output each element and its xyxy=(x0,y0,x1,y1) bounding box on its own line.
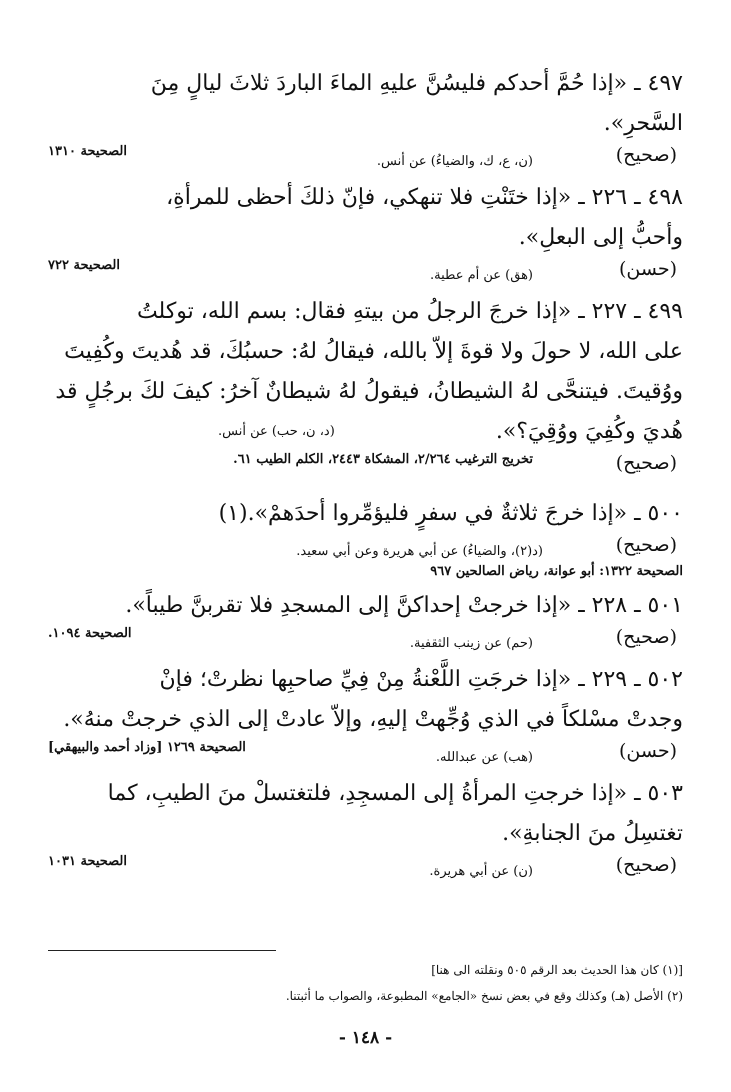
hadith-grade: (حسن) xyxy=(619,740,677,762)
hadith-line: ٤٩٧ ـ «إذا حُمَّ أحدكم فليسُنَّ عليهِ الماءَ الباردَ ثلاثَ ليالٍ مِنَ xyxy=(150,71,683,96)
footnote: (٢) الأصل (هـ) وكذلك وقع في بعض نسخ «الجامع» المطبوعة، والصواب ما أثبتنا. xyxy=(285,989,683,1003)
hadith-line: تغتسِلُ منَ الجنابةِ». xyxy=(502,821,683,846)
hadith-grade: (صحيح) xyxy=(615,144,677,166)
hadith-line: وأحبُّ إلى البعلِ». xyxy=(518,225,683,250)
hadith-reference: تخريج الترغيب ٢/٢٦٤، المشكاة ٢٤٤٣، الكلم الطيب ٦١. xyxy=(233,452,533,467)
hadith-grade: (حسن) xyxy=(619,258,677,280)
hadith-line: ٥٠١ ـ ٢٢٨ ـ «إذا خرجتْ إحداكنَّ إلى المسجدِ فلا تقربنَّ طيباً». xyxy=(125,593,683,618)
hadith-line-text: هُديَ وكُفِيَ ووُقِيَ؟». xyxy=(495,419,683,444)
hadith-reference: الصحيحة ١٣٢٢: أبو عوانة، رياض الصالحين ٩٦٧ xyxy=(430,564,683,579)
hadith-grade: (صحيح) xyxy=(615,626,677,648)
hadith-line: على الله، لا حولَ ولا قوةَ إلاّ بالله، فيقالُ لهُ: حسبُكَ، قد هُديتَ وكُفِيتَ xyxy=(64,339,683,364)
hadith-line: ٥٠٣ ـ «إذا خرجتِ المرأةُ إلى المسجِدِ، فلتغتسلْ منَ الطيبِ، كما xyxy=(107,781,683,806)
footnote: [(١) كان هذا الحديث بعد الرقم ٥٠٥ ونقلته الى هنا] xyxy=(431,963,683,977)
footnote-divider xyxy=(48,950,276,951)
hadith-source: (د(٢)، والضياءُ) عن أبي هريرة وعن أبي سعيد. xyxy=(296,544,543,559)
hadith-reference: الصحيحة ١٠٩٤. xyxy=(48,626,132,641)
hadith-grade: (صحيح) xyxy=(615,452,677,474)
hadith-list xyxy=(48,64,683,888)
hadith-grade: (صحيح) xyxy=(615,534,677,556)
hadith-reference-row xyxy=(48,258,683,292)
hadith-reference-row xyxy=(48,740,683,774)
hadith-source: (هب) عن عبدالله. xyxy=(435,750,533,765)
hadith-line: ٤٩٨ ـ ٢٢٦ ـ «إذا ختَنْتِ فلا تنهكي، فإنّ ذلكَ أحظى للمرأةِ، xyxy=(166,185,683,210)
hadith-source: (هق) عن أم عطية. xyxy=(430,268,533,283)
hadith-reference: الصحيحة ٧٢٢ xyxy=(48,258,121,273)
hadith-reference-row xyxy=(48,144,683,178)
hadith-line: وجدتْ مسْلكاً في الذي وُجِّهتْ إليهِ، وإلاّ عادتْ إلى الذي خرجتْ منهُ». xyxy=(63,707,683,732)
hadith-source: (ن، ع، ك، والضياءُ) عن أنس. xyxy=(376,154,533,169)
hadith-reference: الصحيحة ١٢٦٩ [وزاد أحمد والبيهقي] xyxy=(48,740,246,755)
hadith-source: (ن) عن أبي هريرة. xyxy=(429,864,533,879)
page-number: - ١٤٨ - xyxy=(338,1028,393,1048)
hadith-line: ووُقيتَ. فيتنحَّى لهُ الشيطانُ، فيقولُ لهُ شيطانٌ آخرُ: كيفَ لكَ برجُلٍ قد xyxy=(55,379,683,404)
hadith-source: (حم) عن زينب الثقفية. xyxy=(409,636,533,651)
hadith-reference-row xyxy=(48,854,683,888)
hadith-grade: (صحيح) xyxy=(615,854,677,876)
hadith-reference: الصحيحة ١٣١٠ xyxy=(48,144,127,159)
hadith-reference-row xyxy=(48,534,683,586)
footnotes xyxy=(48,950,683,1009)
hadith-reference: الصحيحة ١٠٣١ xyxy=(48,854,127,869)
hadith-reference-row xyxy=(48,626,683,660)
hadith-reference-row xyxy=(48,452,683,486)
hadith-line: السَّحرِ». xyxy=(603,111,683,136)
hadith-line: ٥٠٠ ـ «إذا خرجَ ثلاثةٌ في سفرٍ فليؤمِّروا أحدَهمْ».(١) xyxy=(218,501,683,526)
hadith-line-with-source xyxy=(48,412,683,452)
hadith-line: ٤٩٩ ـ ٢٢٧ ـ «إذا خرجَ الرجلُ من بيتهِ فقال: بسم الله، توكلتُ xyxy=(136,299,683,324)
hadith-line: ٥٠٢ ـ ٢٢٩ ـ «إذا خرجَتِ اللَّعْنةُ مِنْ فِيِّ صاحبِها نظرتْ؛ فإنْ xyxy=(159,667,683,692)
hadith-inline-source: (د، ن، حب) عن أنس. xyxy=(218,424,335,439)
